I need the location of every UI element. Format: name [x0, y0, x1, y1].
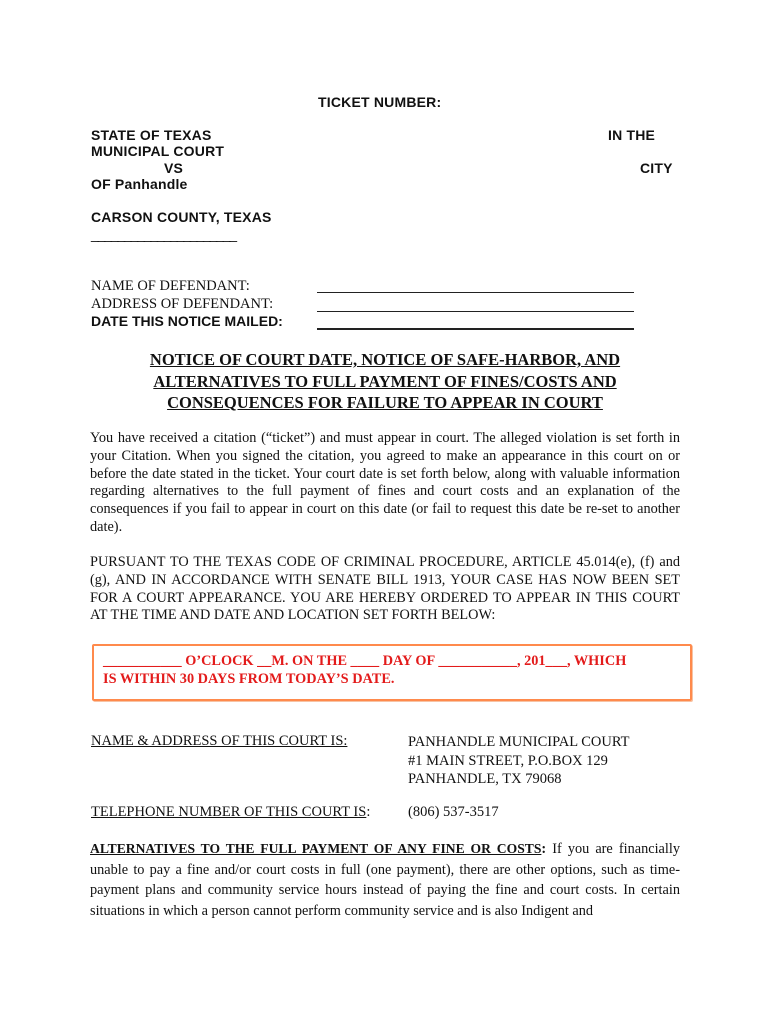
court-street: #1 MAIN STREET, P.O.BOX 129	[408, 752, 608, 769]
city-label: CITY	[640, 160, 673, 176]
ticket-number-label: TICKET NUMBER:	[318, 94, 442, 110]
county-underline: ______________________	[91, 226, 236, 242]
defendant-address-label: ADDRESS OF DEFENDANT:	[91, 296, 274, 312]
order-paragraph: PURSUANT TO THE TEXAS CODE OF CRIMINAL PROCEDURE, ARTICLE 45.014(e), (f) and (g), AND IN ACCORDANCE WITH SENATE BILL 1913, YOUR CASE HAS NOW BEEN SET FOR A COURT APPEARANCE. YOU ARE HEREBY ORDERED TO APPEAR IN THIS COURT AT THE TIME AND DATE AND LOCATION SET FORTH BELOW:	[90, 554, 680, 624]
notice-title-line1: NOTICE OF COURT DATE, NOTICE OF SAFE-HARBOR, AND	[149, 350, 621, 369]
defendant-name-field[interactable]	[317, 292, 634, 293]
municipal-court-label: MUNICIPAL COURT	[91, 143, 225, 159]
defendant-name-label: NAME OF DEFENDANT:	[91, 278, 250, 294]
notice-title	[90, 349, 680, 414]
defendant-address-field[interactable]	[317, 311, 634, 312]
alternatives-paragraph	[90, 839, 680, 921]
vs-label: VS	[164, 160, 184, 176]
date-mailed-field[interactable]	[317, 328, 634, 330]
alternatives-heading: ALTERNATIVES TO THE FULL PAYMENT OF ANY FINE OR COSTS	[90, 841, 542, 856]
court-city: PANHANDLE, TX 79068	[408, 771, 562, 787]
alternatives-heading-colon: :	[541, 841, 547, 857]
alternatives-text: If you are financially unable to pay a fine and/or court costs in full (one payment), there are other options, such as time-payment plans and community service hours instead of paying the fine and court costs. In certain situations in which a person cannot perform community service and is also Indigent and	[90, 841, 680, 919]
court-address-label: NAME & ADDRESS OF THIS COURT IS:	[91, 733, 348, 749]
of-panhandle-label: OF Panhandle	[91, 176, 188, 192]
court-name: PANHANDLE MUNICIPAL COURT	[408, 734, 630, 750]
telephone-value: (806) 537-3517	[408, 804, 499, 820]
state-of-texas: STATE OF TEXAS	[91, 127, 212, 143]
appearance-date-box	[92, 644, 692, 701]
date-mailed-label: DATE THIS NOTICE MAILED:	[91, 313, 283, 329]
telephone-label-wrap	[91, 804, 370, 821]
appearance-line1: ___________ O’CLOCK __M. ON THE ____ DAY OF ___________, 201___, WHICH	[103, 653, 627, 669]
appearance-date-text	[103, 652, 685, 688]
citation-paragraph: You have received a citation (“ticket”) and must appear in court. The alleged violation is set forth in your Citation. When you signed the citation, you agreed to make an appearance in this court on or before the date stated in the ticket. Your court date is set forth below, along with valuable information regarding alternatives to the full payment of fines and court costs and an explanation of the consequences if you fail to appear in court on this date (or fail to request this date be re-set to another date).	[90, 430, 680, 535]
telephone-label: TELEPHONE NUMBER OF THIS COURT IS	[91, 804, 367, 820]
telephone-colon: :	[366, 804, 371, 820]
court-address	[408, 733, 630, 789]
in-the-label: IN THE	[608, 127, 656, 143]
carson-county-label: CARSON COUNTY, TEXAS	[91, 209, 272, 225]
notice-title-line2: ALTERNATIVES TO FULL PAYMENT OF FINES/COSTS AND	[153, 371, 617, 391]
appearance-line2: IS WITHIN 30 DAYS FROM TODAY’S DATE.	[103, 671, 395, 687]
notice-title-line3: CONSEQUENCES FOR FAILURE TO APPEAR IN COURT	[167, 393, 603, 412]
